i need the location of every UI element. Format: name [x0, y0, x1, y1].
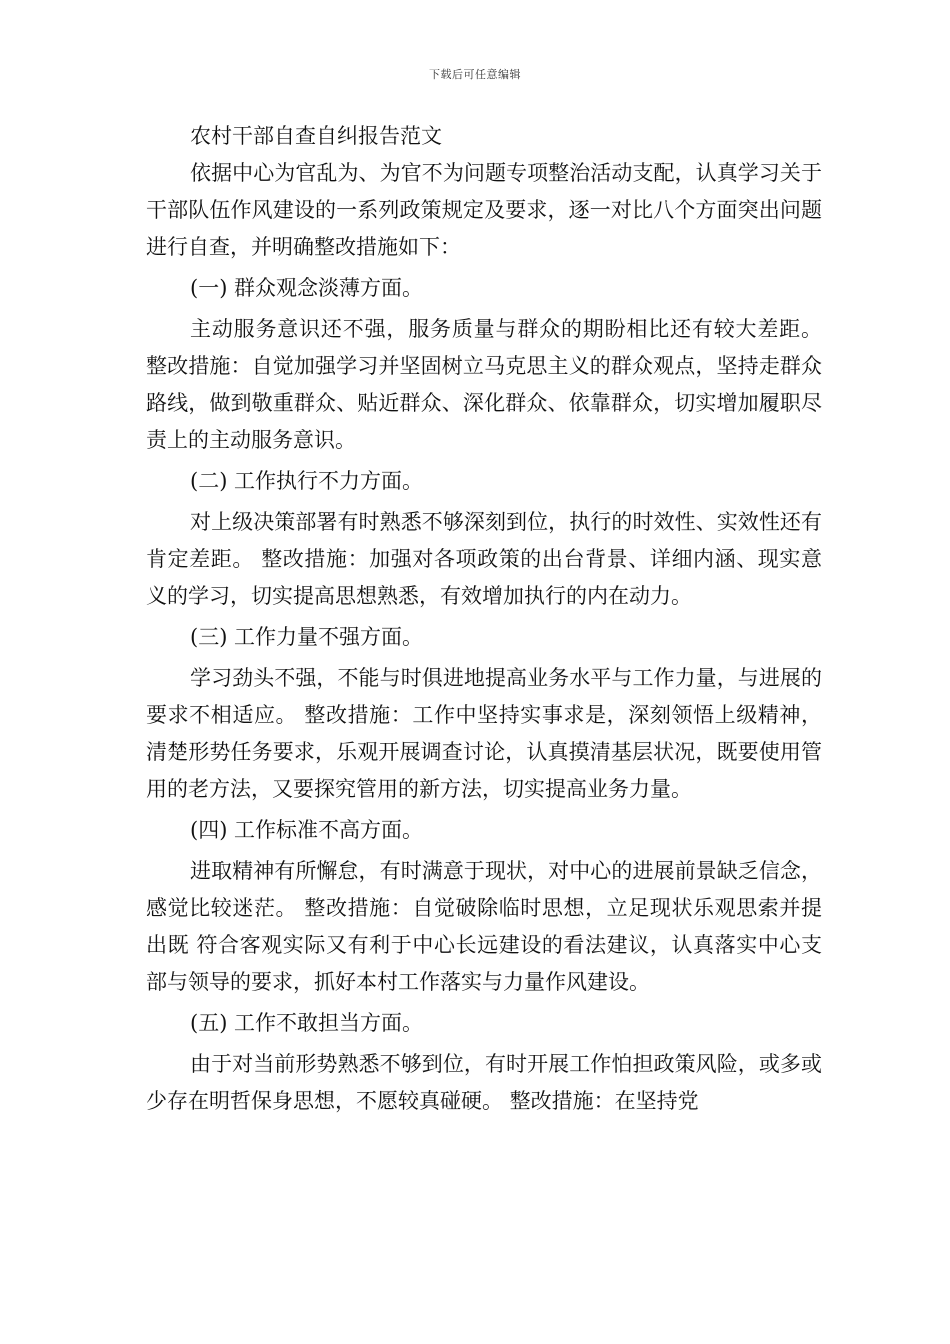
header-note: 下载后可任意编辑 [429, 68, 521, 81]
section-body: 由于对当前形势熟悉不够到位，有时开展工作怕担政策风险，或多或少存在明哲保身思想，不愿较真碰硬。 整改措施：在坚持党 [146, 1052, 822, 1113]
section-body: 主动服务意识还不强，服务质量与群众的期盼相比还有较大差距。 整改措施：自觉加强学习并坚固树立马克思主义的群众观点，坚持走群众路线，做到敬重群众、贴近群众、深化群众、依靠群众，切实增加履职尽责上的主动服务意识。 [146, 317, 822, 452]
section-body: 学习劲头不强，不能与时俱进地提高业务水平与工作力量，与进展的要求不相适应。 整改措施：工作中坚持实事求是，深刻领悟上级精神，清楚形势任务要求，乐观开展调查讨论，认真摸清基层状况，既要使用管用的老方法，又要探究管用的新方法，切实提高业务力量。 [146, 666, 822, 801]
intro-paragraph: 依据中心为官乱为、为官不为问题专项整治活动支配，认真学习关于干部队伍作风建设的一系列政策规定及要求，逐一对比八个方面突出问题进行自查，并明确整改措施如下： [146, 161, 822, 259]
document-title: 农村干部自查自纠报告范文 [190, 124, 442, 148]
section-heading: (二) 工作执行不力方面。 [190, 469, 424, 493]
section-body: 进取精神有所懈怠，有时满意于现状，对中心的进展前景缺乏信念，感觉比较迷茫。 整改措施：自觉破除临时思想，立足现状乐观思索并提出既 符合客观实际又有利于中心长远建设的看法建议，认真落实中心支部与领导的要求，抓好本村工作落实与力量作风建设。 [146, 859, 822, 994]
section-body: 对上级决策部署有时熟悉不够深刻到位，执行的时效性、实效性还有肯定差距。 整改措施：加强对各项政策的出台背景、详细内涵、现实意义的学习，切实提高思想熟悉，有效增加执行的内在动力。 [146, 510, 822, 608]
section-heading: (一) 群众观念淡薄方面。 [190, 276, 424, 300]
section-heading: (五) 工作不敢担当方面。 [190, 1011, 424, 1035]
section-heading: (三) 工作力量不强方面。 [190, 625, 424, 649]
document-body [146, 118, 822, 1120]
section-heading: (四) 工作标准不高方面。 [190, 818, 424, 842]
